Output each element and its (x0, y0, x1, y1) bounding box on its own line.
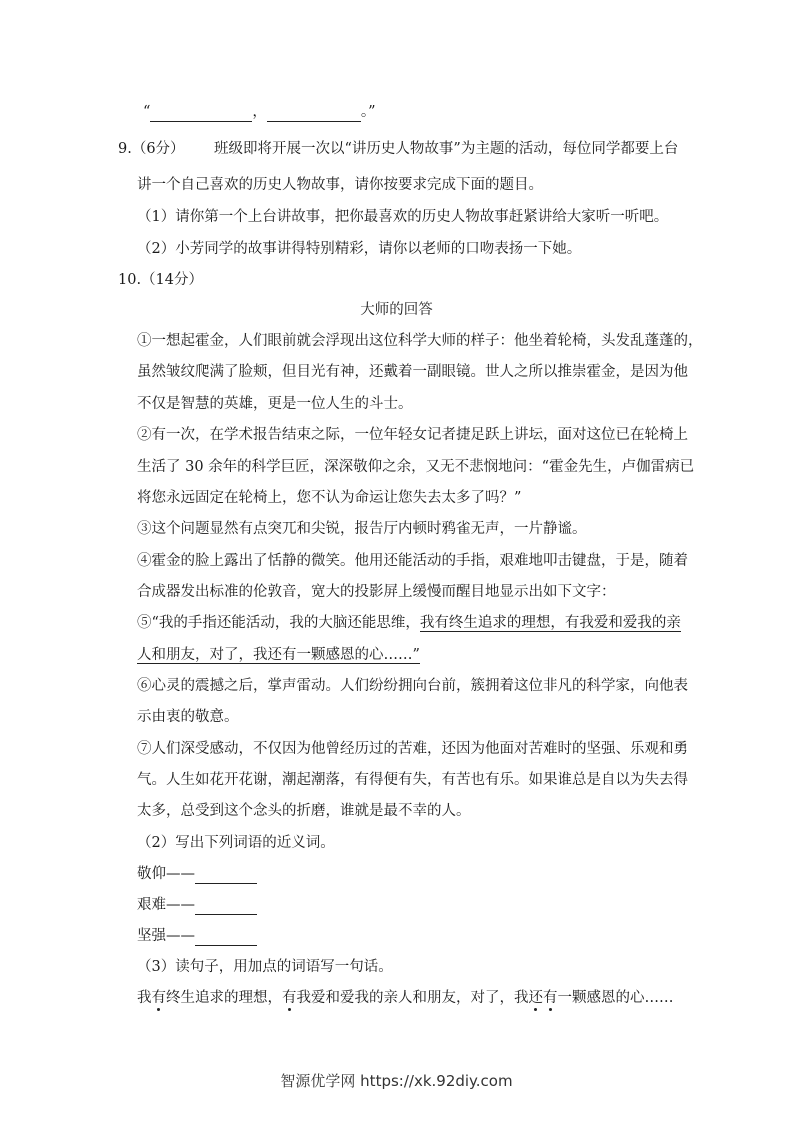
paragraph-7-line: ⑦人们深受感动，不仅因为他曾经历过的苦难，还因为他面对苦难时的坚强、乐观和勇 (137, 741, 688, 757)
underlined-sentence: 人和朋友，对了，我还有一颗感恩的心……” (137, 647, 420, 663)
dotted-char: 有 (282, 990, 297, 1006)
question-10-sub2: （2）写出下列词语的近义词。 (137, 835, 335, 851)
question-9-text-cont: 讲一个自己喜欢的历史人物故事，请你按要求完成下面的题目。 (137, 177, 543, 193)
dotted-sentence: 我有终生追求的理想，有我爱和爱我的亲人和朋友，对了，我还有一颗感恩的心…… (137, 990, 674, 1006)
question-9-text: 班级即将开展一次以“讲历史人物故事”为主题的活动，每位同学都要上台 (214, 141, 679, 157)
synonym-item: 坚强—— (137, 926, 257, 946)
paragraph-7-line: 太多，总受到这个念头的折磨，谁就是最不幸的人。 (137, 803, 471, 819)
paragraph-1-line: 虽然皱纹爬满了脸颊，但目光有神，还戴着一副眼镜。世人之所以推崇霍金，是因为他 (137, 364, 688, 380)
answer-blank[interactable] (150, 105, 252, 122)
dotted-char: 有 (151, 990, 166, 1006)
paragraph-3: ③这个问题显然有点突兀和尖锐，报告厅内顿时鸦雀无声，一片静谧。 (137, 521, 587, 537)
paragraph-6-line: ⑥心灵的震撼之后，掌声雷动。人们纷纷拥向台前，簇拥着这位非凡的科学家，向他表 (137, 678, 688, 694)
paragraph-5-line: ⑤“我的手指还能活动，我的大脑还能思维，我有终生追求的理想，有我爱和爱我的亲 (137, 615, 681, 631)
answer-blank[interactable] (267, 105, 361, 122)
question-9-sub2: （2）小芳同学的故事讲得特别精彩，请你以老师的口吻表扬一下她。 (137, 241, 582, 257)
question-9-sub1: （1）请你第一个上台讲故事，把你最喜欢的历史人物故事赶紧讲给大家听一听吧。 (137, 209, 669, 225)
paragraph-2-line: ②有一次，在学术报告结束之际，一位年轻女记者捷足跃上讲坛，面对这位已在轮椅上 (137, 427, 688, 443)
question-9-number: 9.（6分） (118, 141, 185, 157)
synonym-item: 敬仰—— (137, 864, 257, 884)
paragraph-5-line (137, 645, 420, 665)
paragraph-7-line: 气。人生如花开花谢，潮起潮落，有得便有失，有苦也有乐。如果谁总是自以为失去得 (137, 772, 688, 788)
paragraph-6-line: 示由衷的敬意。 (137, 709, 239, 725)
answer-blank[interactable] (195, 929, 257, 946)
synonym-item: 艰难—— (137, 895, 257, 915)
paragraph-1-line: 不仅是智慧的英雄，更是一位人生的斗士。 (137, 396, 413, 412)
paragraph-2-line: 将您永远固定在轮椅上，您不认为命运让您失去太多了吗？” (137, 490, 522, 506)
answer-blank[interactable] (195, 867, 257, 884)
paragraph-2-line: 生活了 30 余年的科学巨匠，深深敬仰之余，又无不悲悯地问：“霍金先生，卢伽雷病已 (137, 459, 695, 475)
question-10-sub3: （3）读句子，用加点的词语写一句话。 (137, 959, 393, 975)
paragraph-4-line: ④霍金的脸上露出了恬静的微笑。他用还能活动的手指，艰难地叩击键盘，于是，随着 (137, 553, 688, 569)
paragraph-1-line: ①一想起霍金，人们眼前就会浮现出这位科学大师的样子：他坐着轮椅，头发乱蓬蓬的， (137, 333, 703, 349)
dotted-char: 还 (528, 990, 543, 1006)
dotted-char: 有 (543, 990, 558, 1006)
passage-title: 大师的回答 (360, 302, 433, 318)
answer-blank[interactable] (195, 898, 257, 915)
question-10-number: 10.（14分） (118, 272, 204, 288)
q8-answer-line: “ ， 。” (143, 104, 376, 120)
paragraph-4-line: 合成器发出标准的伦敦音，宽大的投影屏上缓慢而醒目地显示出如下文字： (137, 584, 616, 600)
footer-watermark: 智源优学网 https://xk.92diy.com (280, 1072, 513, 1090)
underlined-sentence: 我有终生追求的理想，有我爱和爱我的亲 (419, 615, 681, 631)
